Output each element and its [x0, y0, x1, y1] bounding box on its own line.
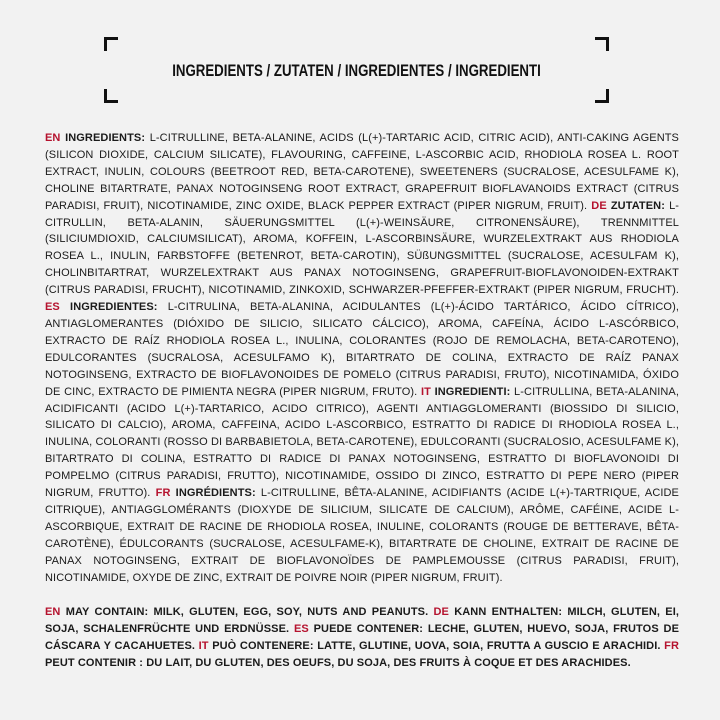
allergen-text: PUÒ CONTENERE: LATTE, GLUTINE, UOVA, SOIA, FRUTTA A GUSCIO E ARACHIDI. — [212, 640, 661, 653]
lang-code: EN — [45, 132, 61, 144]
ingredients-paragraph — [45, 130, 679, 586]
lang-code: DE — [591, 199, 607, 212]
lang-code: EN — [45, 606, 61, 619]
allergen-text: KANN ENTHALTEN: MILCH, GLUTEN, EI, SOJA, SCHALENFRÜCHTE UND ERDNÜSSE. — [45, 606, 680, 636]
allergen-text: PEUT CONTENIR : DU LAIT, DU GLUTEN, DES OEUFS, DU SOJA, DES FRUITS À COQUE ET DES ARACHIDES. — [45, 657, 631, 670]
lang-code: IT — [198, 640, 209, 653]
frame-corner-top-right — [595, 37, 609, 51]
ingredient-block-en — [45, 132, 679, 212]
ingredient-text: L-CITRULLINE, BETA-ALANINE, ACIDS (L(+)-TARTARIC ACID, CITRIC ACID), ANTI-CAKING AGENTS (SILICON DIOXIDE, CALCIUM SILICATE), FLAVOURING, CAFFEINE, L-ASCORBIC ACID, RHODIOLA ROSEA L. ROOT EXTRACT, INULIN, COLOURS (BEETROOT RED, BETA-CAROTENE), SWEETENERS (SUCRALOSE, ACESULFAME K), CHOLINE BITARTRATE, PANAX NOTOGINSENG ROOT EXTRACT, GRAPEFRUIT BIOFLAVANOIDS EXTRACT (CITRUS PARADISI, FRUIT), NICOTINAMIDE, ZINC OXIDE, BLACK PEPPER EXTRACT (PIPER NIGRUM, FRUIT). — [45, 132, 679, 212]
ingredient-label: INGREDIENTES: — [70, 301, 158, 314]
lang-code: ES — [45, 301, 60, 314]
lang-code: ES — [293, 623, 309, 636]
allergen-text: MAY CONTAIN: MILK, GLUTEN, EGG, SOY, NUTS AND PEANUTS. — [65, 606, 429, 619]
ingredient-block-it — [45, 386, 679, 499]
ingredient-text: L-CITRULINA, BETA-ALANINA, ACIDULANTES (L(+)-ÁCIDO TARTÁRICO, ÁCIDO CÍTRICO), ANTIAGLOMERANTES (DIÓXIDO DE SILICIO, SILICATO CÁLCICO), AROMA, CAFEÍNA, ÁCIDO L-ASCÓRBICO, EXTRACTO DE RAÍZ RHODIOLA ROSEA L., INULINA, COLORANTES (ROJO DE REMOLACHA, BETA-CAROTENO), EDULCORANTES (SUCRALOSA, ACESULFAMO K), BITARTRATO DE COLINA, EXTRACTO DE RAÍZ PANAX NOTOGINSENG, EXTRACTO DE BIOFLAVONOIDES DE POMELO (CITRUS PARADISI, FRUTO), NICOTINAMIDA, ÓXIDO DE CINC, EXTRACTO DE PIMIENTA NEGRA (PIPER NIGRUM, FRUTO). — [45, 301, 680, 398]
allergens-paragraph — [45, 604, 679, 672]
page-title: INGREDIENTS / ZUTATEN / INGREDIENTES / INGREDIENTI — [172, 61, 541, 80]
ingredient-text: L-CITRULLINA, BETA-ALANINA, ACIDIFICANTI (ACIDO L(+)-TARTARICO, ACIDO CITRICO), AGENTI ANTIAGGLOMERANTI (BIOSSIDO DI SILICIO, SILICATO DI CALCIO), AROMA, CAFFEINA, ACIDO L-ASCORBICO, ESTRATTO DI RADICE DI RHODIOLA ROSEA L., INULINA, COLORANTI (ROSSO DI BARBABIETOLA, BETA-CAROTENE), EDULCORANTI (SUCRALOSIO, ACESULFAME K), BITARTRATO DI COLINA, ESTRATTO DI RADICE DI PANAX NOTOGINSENG, ESTRATTO DI BIOFLAVONOIDI DI POMPELMO (CITRUS PARADISI, FRUTTO), NICOTINAMIDE, OSSIDO DI ZINCO, ESTRATTO DI PEPE NERO (PIPER NIGRUM, FRUTTO). — [45, 385, 680, 500]
lang-code: DE — [433, 606, 449, 619]
ingredient-label: ZUTATEN: — [610, 199, 665, 212]
allergen-text: PUEDE CONTENER: LECHE, GLUTEN, HUEVO, SOJA, FRUTOS DE CÁSCARA Y CACAHUETES. — [45, 623, 680, 653]
lang-code: FR — [664, 640, 679, 653]
ingredient-block-es — [45, 301, 679, 398]
allergen-block-en — [45, 606, 428, 618]
allergen-block-it — [199, 640, 661, 652]
ingredient-block-de — [45, 200, 679, 297]
ingredient-text: L-CITRULLIN, BETA-ALANIN, SÄUERUNGSMITTEL (L(+)-WEINSÄURE, CITRONENSÄURE), TRENNMITTEL (SILICIUMDIOXID, CALCIUMSILICAT), AROMA, KOFFEIN, L-ASCORBINSÄURE, WURZELEXTRAKT AUS RHODIOLA ROSEA L., INULIN, FARBSTOFFE (BETENROT, BETA-CAROTIN), SÜßUNGSMITTEL (SUCRALOSE, ACESULFAM K), CHOLINBITARTRAT, WURZELEXTRAKT AUS PANAX NOTOGINSENG, GRAPEFRUIT-BIOFLAVONOIDEN-EXTRAKT (CITRUS PARADISI, FRUCHT), NICOTINAMID, ZINKOXID, SCHWARZER-PFEFFER-EXTRAKT (PIPER NIGRUM, FRUCHT). — [45, 199, 680, 297]
ingredient-label: INGRÉDIENTS: — [175, 487, 256, 500]
ingredients-body — [45, 130, 679, 672]
frame-corner-top-left — [104, 37, 118, 51]
lang-code: IT — [420, 385, 431, 398]
ingredient-text: L-CITRULLINE, BÊTA-ALANINE, ACIDIFIANTS (ACIDE L(+)-TARTRIQUE, ACIDE CITRIQUE), ANTIAGGLOMÉRANTS (DIOXYDE DE SILICIUM, SILICATE DE CALCIUM), ARÔME, CAFÉINE, ACIDE L-ASCORBIQUE, EXTRAIT DE RACINE DE RHODIOLA ROSEA, INULINE, COLORANTS (ROUGE DE BETTERAVE, BÊTA-CAROTÈNE), ÉDULCORANTS (SUCRALOSE, ACESULFAME-K), BITARTRATE DE CHOLINE, EXTRAIT DE RACINE DE PANAX NOTOGINSENG, EXTRAIT DE BIOFLAVONOÏDES DE PAMPLEMOUSSE (CITRUS PARADISI, FRUIT), NICOTINAMIDE, OXYDE DE ZINC, EXTRAIT DE POIVRE NOIR (PIPER NIGRUM, FRUIT). — [45, 487, 679, 584]
lang-code: FR — [155, 487, 171, 500]
ingredient-block-fr — [45, 487, 679, 584]
ingredient-label: INGREDIENTI: — [434, 385, 511, 398]
frame-corner-bottom-right — [595, 89, 609, 103]
title-frame — [104, 37, 609, 103]
frame-corner-bottom-left — [104, 89, 118, 103]
ingredient-label: INGREDIENTS: — [65, 132, 146, 144]
